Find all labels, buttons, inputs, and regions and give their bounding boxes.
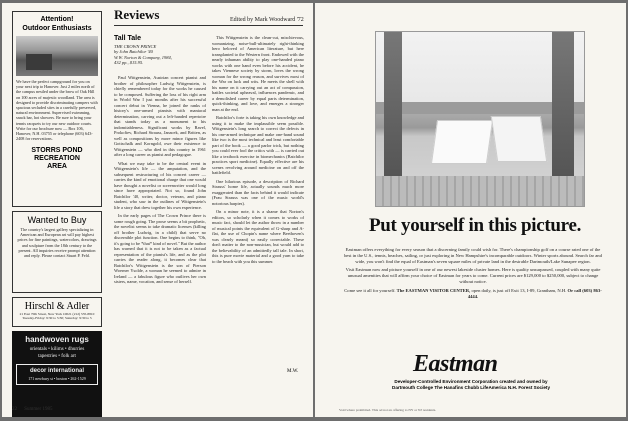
paragraph: Paul Wittgenstein, Austrian concert pianist and brother of philosopher Ludwig Wittgenstein, is chiefly remembered today for the works he caused to be composed. Suffering the loss of his right arm in World War I just months after his successful concert debut in Vienna, he joined the ranks of history's one-armed pianists with maniacal determination, carving out a left-handed repertoire that stands today as a monument to his indomitableness. Significant works by Ravel, Prokofiev, Richard Strauss, Janacek, and Britten, as well as compositions by more minor figures like Gottschalk and Korngold, owe their existence to Wittgenstein — who died in this country in 1961 after a long career as pianist and pedagogue. [114,75,206,157]
ad-body: We have the perfect campground for you on your next trip to Hanover. Just 2 miles north of the campus nestled under the brow of Oak Hill on 100 acres of majestic woodland. The area is designed to provide discriminating campers with spacious secluded sites in a carefully preserved, natural environment. Supervised swimming, snack bar, hot showers. Be sure to bring your tennis racquets to try our new outdoor courts. Write for our brochure now — Box 106, Hanover, N.H. 03755 or telephone (603) 643-2408 for reservations. [16,79,98,142]
ad-title: Wanted to Buy [27,215,87,225]
storrs-line2: RECREATION [34,155,80,163]
cta-suffix: open daily, is just off Exit 13, I-89, Grantham, N.H. [471,287,567,293]
storrs-logo [16,147,98,171]
fine-print: Void where prohibited. This ad not an offering to NY or NJ residents. [339,408,437,412]
storrs-line1: STORRS POND [31,147,83,155]
cta-prefix: Come see it all for yourself. [344,287,396,293]
ad-body-copy [343,247,603,302]
dock [376,176,584,206]
paragraph [343,288,603,300]
review-column-1 [114,75,206,288]
paragraph: This Wittgenstein is the clean-cut, mischievous, womanizing, noise-bull-ultimately right-thinking hero beloved of American literature, but here transplanted to the Western front. Endowed with the nearly inhuman ability to play one-handed piano works with one hand even before his accident, he takes Viennese society by storm, loves the wrong woman for the wrong reason, and survives most of the War on luck and wits. He meets the shell with his name on it carrying out an act of compassion, battles societal upheaval, influences pandemic, and a demolished career by equal parts determination, quick-thinking, and love, and emerges a stronger man at the end. [212,35,304,112]
paragraph: Batchilor's forte is taking his own knowledge and using it to make the implausible seem possible. Wittgenstein's long search to correct the defects in his one-armed technique and make one-hand sound like two is the most technical and least comfortable part of the book — a good parlor trick, but nothing you could ever fool the critics with — is carried out like a textbook exercise in biomechanics (Batchilor practices sport medicine). Equally effective are his scenes revolving around medicine on and off the battlefield. [212,115,304,175]
right-page [315,3,626,417]
book-publisher: W.W. Norton & Company, 1984, [114,54,172,60]
developer-credit [355,379,587,391]
magazine-spread [2,3,626,417]
ad-headline: Put yourself in this picture. [368,215,582,236]
paragraph: What we may take to be the central event in Wittgenstein's life — the amputation, and the subsequent restructuring of his concert career — carries the kind of emotional charge that one would have thought a novelist or screenwriter would long since have appropriated. Not so, found John Batchilor '40, writer, doctor, veteran, and piano student, who saw in the outlines of Wittgenstein's life a story that drew together his own experience. [114,160,206,210]
ad-body: The country's largest gallery specializing in American and European art will pay highest prices for fine paintings, watercolors, drawings and sculpture from the 18th century to the present. All inquiries receive prompt attention and reply. Please contact Stuart P. Feld. [17,227,97,259]
ad-subtitle: Outdoor Enthusiasts [22,25,92,32]
paragraph: One hilarious episode, a description of Richard Strauss' home life, actually sounds much more exaggerated than the facts behind it would indicate (Frau Strauss was one of the music world's notorious harpies). [212,178,304,206]
ad-sidebar [12,11,102,421]
decor-box [16,364,98,385]
tree [384,32,402,176]
review-heading-block [114,35,206,66]
paragraph: Eastman offers everything for every season that a discerning family could wish for. There's championship golf on a course rated one of the best in the U.S., tennis, beaches, sailing, or just exploring in New Hampshire's incomparable outdoors. Winter sports abound. Search far and wide, you won't find the equal of Eastman's seven square miles of private land in the desirable Dartmouth/Lake Sunapee region. [344,247,602,264]
page-number: 22 [12,407,17,412]
hirschl-adler-ad [12,297,102,327]
developer-line-1: Developer-Controlled Environment Corporation created and owned by [394,379,548,384]
book-title: THE CROWN PRINCE [114,44,157,49]
wanted-to-buy-ad [12,211,102,293]
paragraph: On a minor note, it is a shame that Norton's editors, so scholarly when it comes to works of music fact, should let the author throw in a number of musical points the equivalent of G-sharp and A-flat, the use of Chopin's name where Beethoven's was clearly meant) so easily correctable. These don't matter to the non-musician, but would add to the believability of an admittedly tall tale. In short, this is pure movie material and a good yarn to take to the beach with you this summer. [212,209,304,264]
ad-title: Hirschl & Adler [24,301,90,312]
review-column-2 [212,35,304,267]
ad-title: Attention! [40,16,74,23]
handwoven-rugs-ad [12,331,102,417]
paragraph: Visit Eastman now and picture yourself in one of our newest lakeside cluster homes. Here is quality unsurpassed, coupled with many quite unusual amenities that will affirm your choice of Eastman for years to come. Current prices are $129,000 to $250,000, subject to change without notice. [345,267,601,284]
issue-label: Summer 1985 [24,407,53,412]
adirondack-chair [431,120,493,164]
book-author: by John Batchilor '40 [114,49,153,55]
ad-line-2: tapestries • folk art [38,354,76,359]
ad-body: 21 East 70th Street, New York 10021 (212) 535-8810 Tuesday-Friday: 9:30 to 5:30; Saturday: 9:30 to 5 [19,312,95,320]
cta-center: The EASTMAN VISITOR CENTER, [396,287,471,293]
eastman-logo: Eastman [413,351,498,377]
lakeside-chairs-photo [375,31,585,207]
left-page [2,3,313,417]
storrs-line3: AREA [47,163,67,171]
editor-credit: Edited by Mark Woodward '72 [230,17,304,23]
developer-line-2: Dartmouth College The Hanafins Chubb LifeAmerica N.H. Forest Society [392,385,550,390]
header-rule [114,25,303,26]
campground-photo [16,36,98,76]
ad-line: orientals • kilims • dhurries [29,347,85,352]
tree [552,32,574,176]
reviewer-signature: M.W. [287,369,299,374]
storrs-pond-ad [12,11,102,207]
adirondack-chair [491,116,547,162]
decor-address: 171 newbury st • boston • 262-1529 [28,376,86,381]
ad-title: handwoven rugs [25,335,89,344]
paragraph: In the early pages of The Crown Prince there is some rough going. The prose seems a bit prophetic, the novelist seems to take dramatic licenses (killing off brother Ludwig, in a child) that serve no discernible plot function. One begins to think, "Oh, it's going to be *that* kind of novel." But the author has warned that it is not to be taken as a factual representation of the pianist's life, and as the plot carries the reader along, it becomes clear that Batchilor's Wittgenstein is the son of Pierson Woerner Ysolde, a woman he seemed to admire in Ireland — a fabulous figure who outlives her own sisters, name, vocation, and sense of herself. [114,213,206,284]
cta-phone: Or call (603) 863-4444. [467,287,602,299]
decor-title: decor international [29,368,84,374]
section-title: Reviews [114,7,160,22]
book-pages: 432 pp., $15.95. [114,60,144,66]
page-footer [12,407,58,412]
review-heading: Tall Tale [114,35,141,42]
